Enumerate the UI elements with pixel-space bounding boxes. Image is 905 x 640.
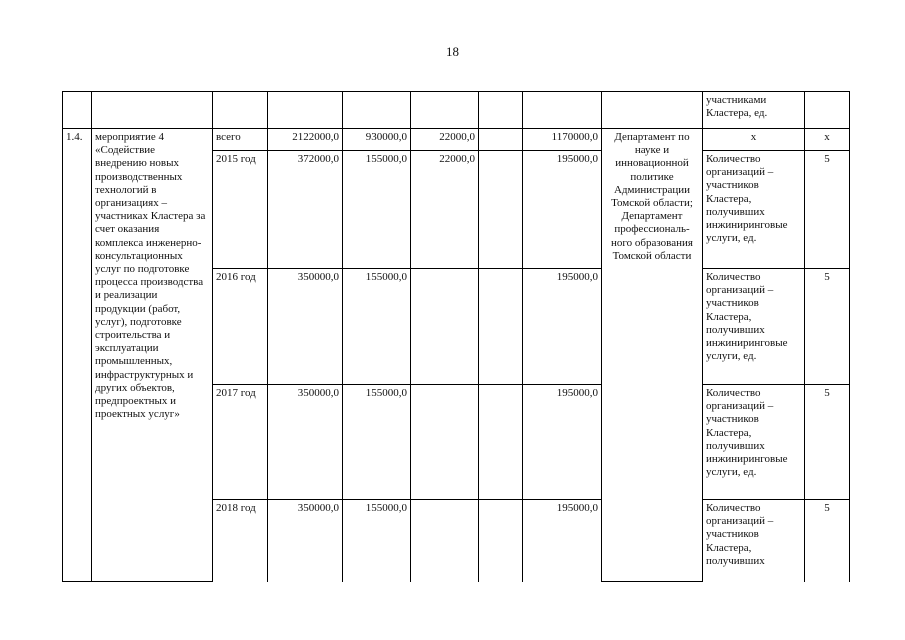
executor: Департамент по науке и инновационной политике Администрации Томской области; Департамент профессиональ-ного образования Томской области [602, 129, 703, 582]
cell-regional [411, 269, 479, 385]
cell-extra: 195000,0 [523, 151, 602, 269]
year-label: 2017 год [213, 385, 268, 500]
cell-regional: 22000,0 [411, 151, 479, 269]
activity-description: мероприятие 4 «Содействие внедрению новых производственных технологий в организациях – участниках Кластера за счет оказания комплекса инженерно-консультационных услуг по подготовке процесса производства и реализации продукции (работ, услуг), подготовке строительства и эксплуатации промышленных, инфраструктурных и других объектов, предпроектных и проектных услуг» [92, 129, 213, 582]
cell-total: 350000,0 [268, 385, 343, 500]
indicator-value: 5 [805, 269, 850, 385]
cell-total: 372000,0 [268, 151, 343, 269]
cell-extra: 1170000,0 [523, 129, 602, 151]
cell-extra: 195000,0 [523, 269, 602, 385]
table-row [63, 129, 850, 151]
cell-federal: 155000,0 [343, 500, 411, 582]
indicator: Количество организаций – участников Кластера, получивших инжиниринговые услуги, ед. [703, 151, 805, 269]
cell-extra: 195000,0 [523, 500, 602, 582]
indicator-value: 5 [805, 500, 850, 582]
continuation-row [63, 92, 850, 129]
cell-total: 2122000,0 [268, 129, 343, 151]
cell-local [479, 385, 523, 500]
cell-local [479, 129, 523, 151]
indicator-value: 5 [805, 151, 850, 269]
cell-regional [411, 385, 479, 500]
cell-total: 350000,0 [268, 500, 343, 582]
cell-local [479, 151, 523, 269]
activity-table [62, 91, 850, 582]
cell-regional: 22000,0 [411, 129, 479, 151]
cell-local [479, 500, 523, 582]
row-number: 1.4. [63, 129, 92, 582]
cell-federal: 155000,0 [343, 269, 411, 385]
year-label: всего [213, 129, 268, 151]
year-label: 2018 год [213, 500, 268, 582]
year-label: 2016 год [213, 269, 268, 385]
cell-federal: 155000,0 [343, 385, 411, 500]
cell-regional [411, 500, 479, 582]
continuation-indicator: участниками Кластера, ед. [703, 92, 805, 129]
indicator: x [703, 129, 805, 151]
cell-local [479, 269, 523, 385]
cell-federal: 930000,0 [343, 129, 411, 151]
year-label: 2015 год [213, 151, 268, 269]
indicator-value: 5 [805, 385, 850, 500]
indicator: Количество организаций – участников Кластера, получивших инжиниринговые услуги, ед. [703, 385, 805, 500]
indicator: Количество организаций – участников Кластера, получивших [703, 500, 805, 582]
cell-federal: 155000,0 [343, 151, 411, 269]
cell-total: 350000,0 [268, 269, 343, 385]
cell-extra: 195000,0 [523, 385, 602, 500]
page-number: 18 [446, 44, 459, 59]
indicator: Количество организаций – участников Кластера, получивших инжиниринговые услуги, ед. [703, 269, 805, 385]
indicator-value: x [805, 129, 850, 151]
